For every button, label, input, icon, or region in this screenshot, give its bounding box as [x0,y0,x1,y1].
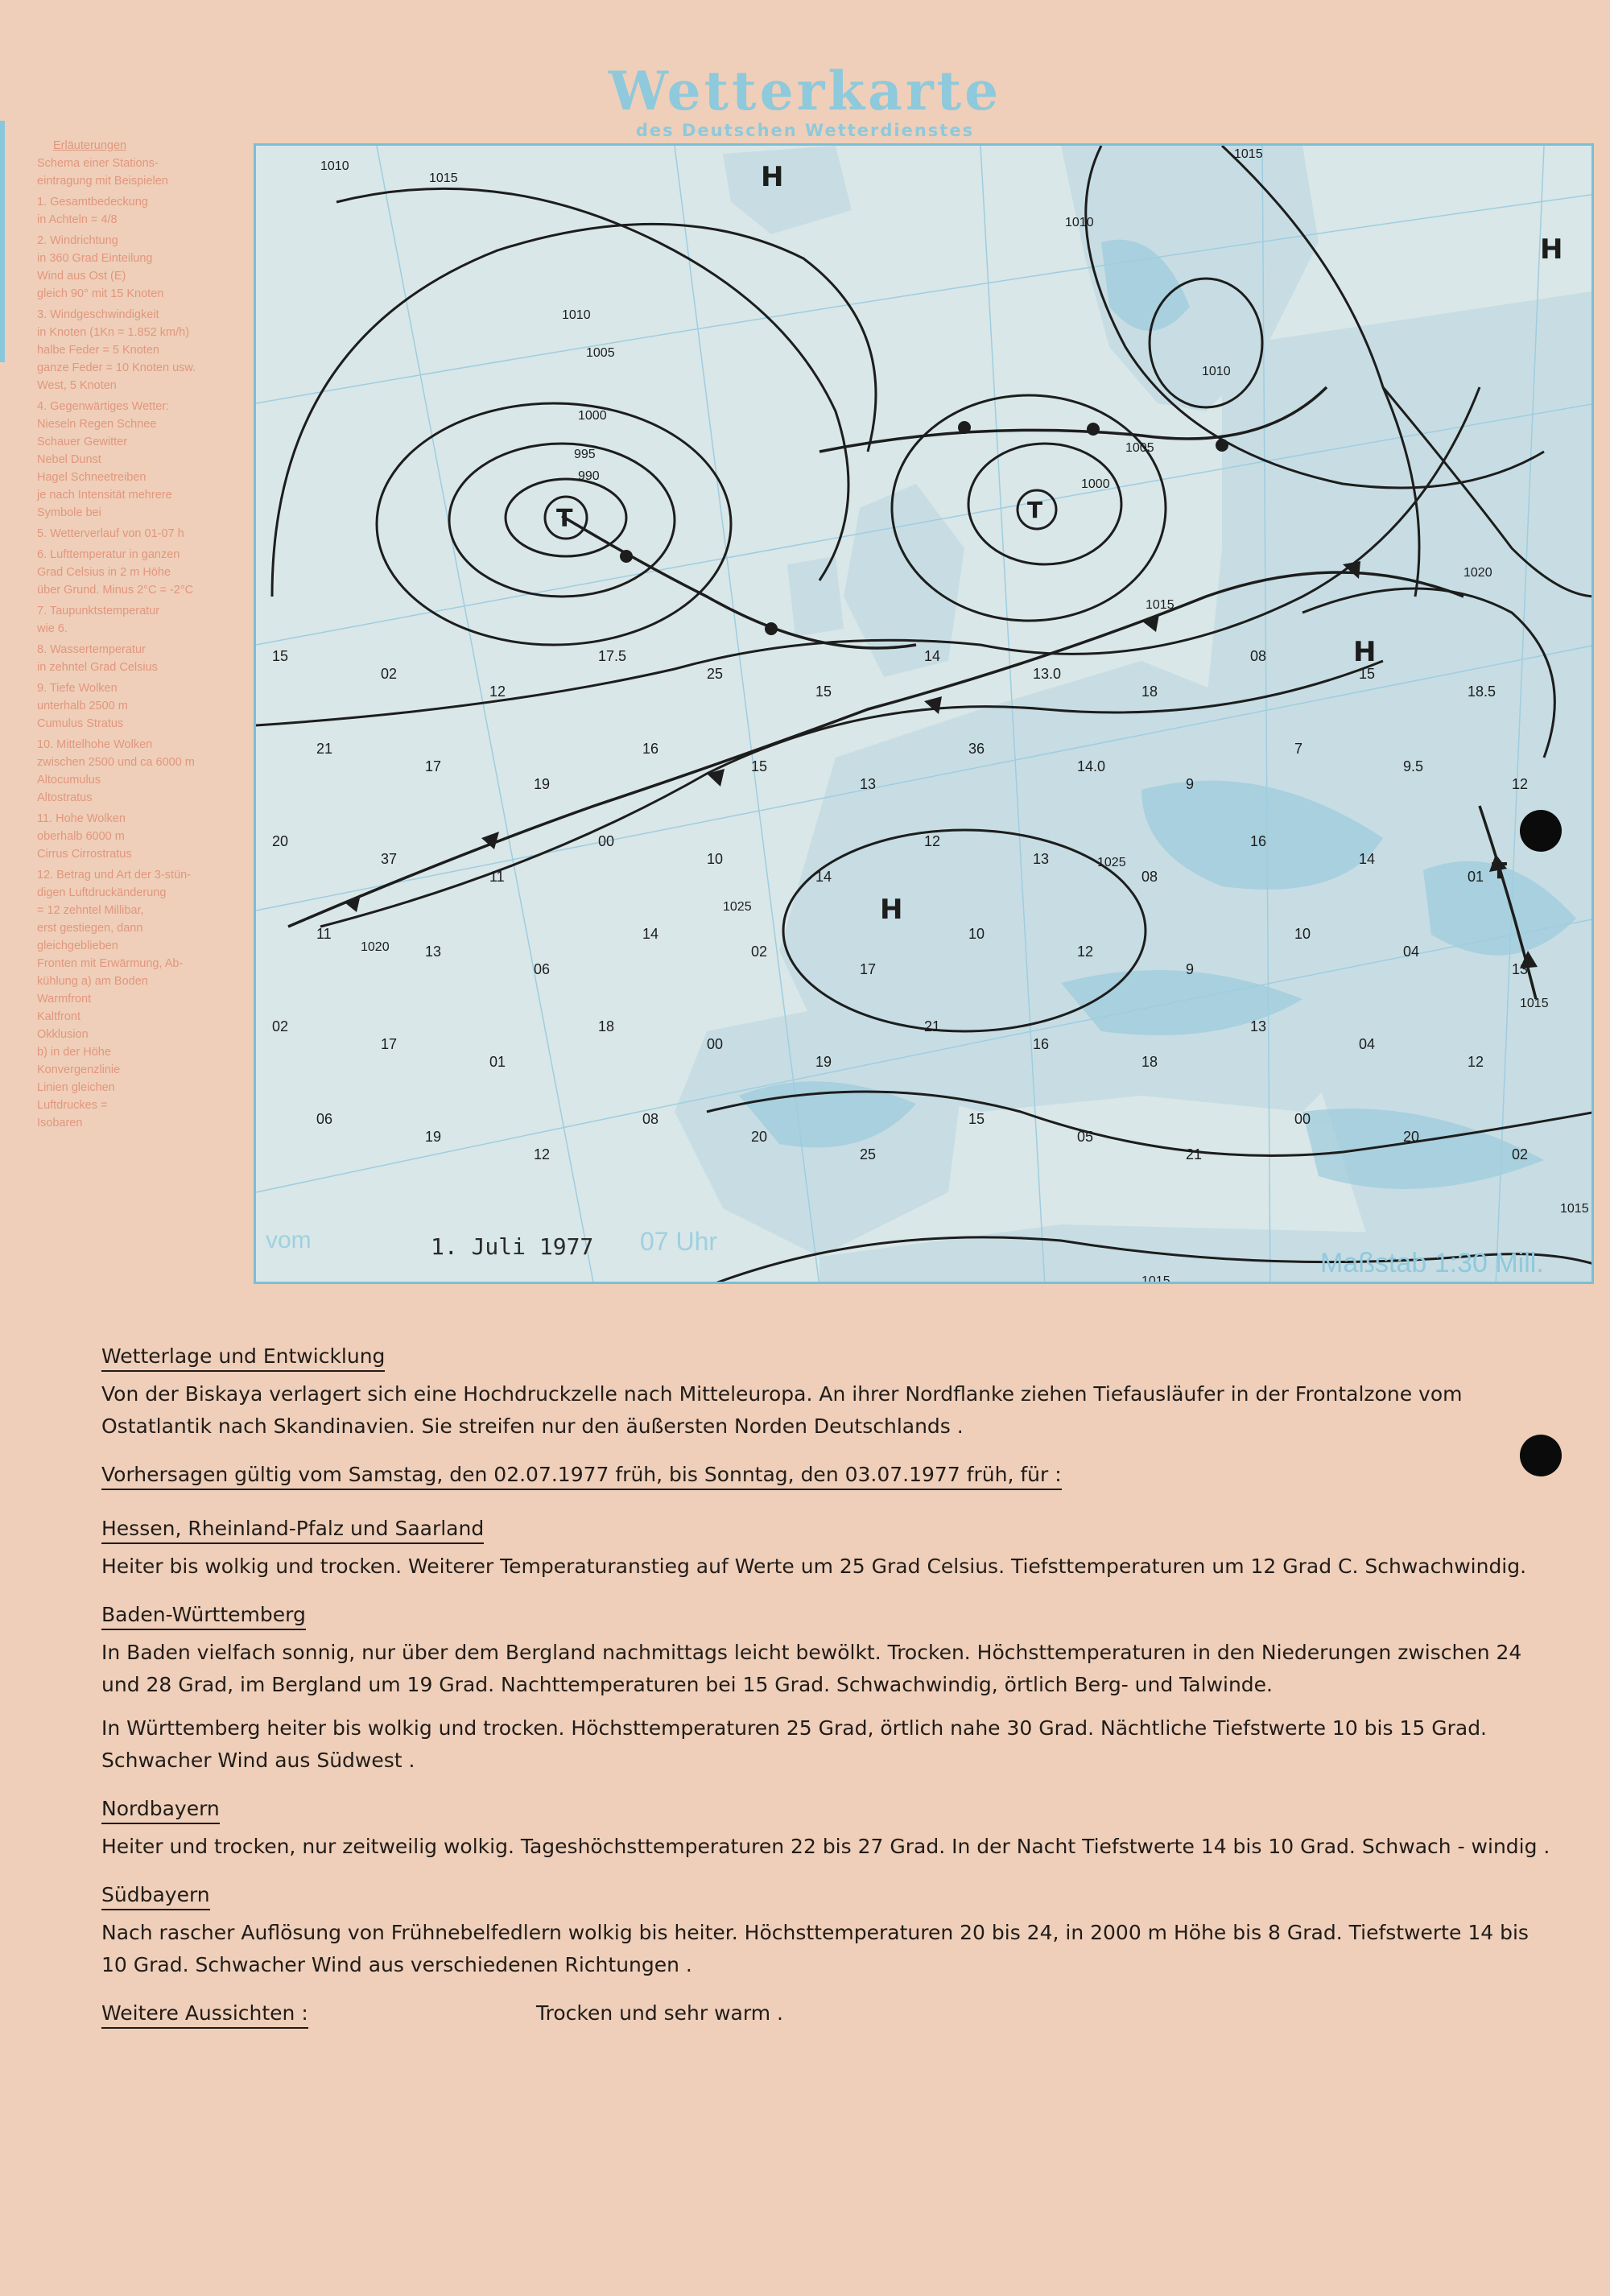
station-value: 9 [1186,961,1195,977]
legend-item: 4. Gegenwärtiges Wetter: [37,400,170,413]
station-value: 18 [598,1018,615,1034]
isobar-label: 1020 [1463,566,1492,580]
station-value: 02 [272,1018,289,1034]
station-value: 20 [1403,1129,1420,1145]
station-value: 05 [1077,1129,1094,1145]
section-nordbayern-heading: Nordbayern [101,1795,220,1824]
station-value: 02 [751,944,768,960]
isobar-label: 1000 [1081,477,1110,491]
station-value: 04 [1403,944,1420,960]
station-value: 14 [924,648,941,664]
legend-list [37,155,250,1132]
station-value: 13 [425,944,442,960]
station-value: 20 [272,833,289,849]
section-hessen [101,1513,1550,1583]
section-validity [101,1459,1550,1497]
legend-item: in zehntel Grad Celsius [37,661,158,674]
station-value: 21 [924,1018,941,1034]
legend-item: zwischen 2500 und ca 6000 m [37,756,195,769]
legend-item: 2. Windrichtung [37,234,118,247]
legend-item: 8. Wassertemperatur [37,643,146,656]
station-value: 01 [1468,869,1484,885]
station-value: 08 [1250,648,1267,664]
section-suedbayern [101,1879,1550,1981]
station-value: 37 [381,851,398,867]
station-value: 25 [707,666,724,682]
legend-item: Nebel Dunst [37,453,101,466]
legend-heading: Erläuterungen [53,139,127,152]
station-value: 17 [381,1036,398,1052]
station-value: 08 [1141,869,1158,885]
station-value: 15 [751,758,768,774]
isobar-low-atlantic-3 [377,403,731,645]
station-value: 18.5 [1468,683,1496,700]
legend-item: Altostratus [37,791,93,804]
high-center-central: H [880,894,903,926]
legend-item: 10. Mittelhohe Wolken [37,738,153,751]
station-value: 00 [707,1036,724,1052]
legend-item: ganze Feder = 10 Knoten usw. [37,361,196,374]
station-value: 17 [860,961,877,977]
station-value: 11 [489,869,505,885]
station-value: 20 [751,1129,768,1145]
legend-item: b) in der Höhe [37,1046,111,1059]
section-bw-body-wuerttemberg: In Württemberg heiter bis wolkig und trocken. Höchsttemperaturen 25 Grad, örtlich nahe 30 Grad. Nächtliche Tiefstwerte 10 bis 15 Grad. Schwacher Wind aus Südwest . [101,1716,1488,1772]
station-value: 12 [1077,944,1094,960]
section-bw [101,1599,1550,1777]
section-suedbayern-heading: Südbayern [101,1881,210,1910]
station-value: 19 [815,1054,832,1070]
isobar-label: 1015 [1141,1274,1170,1286]
legend-item: wie 6. [37,622,68,635]
station-value: 36 [968,741,985,757]
isobar-1010-north [336,188,848,580]
station-value: 14 [1359,851,1376,867]
legend-item: Symbole bei [37,506,101,519]
legend-item: kühlung a) am Boden [37,975,148,988]
station-value: 14.0 [1077,758,1106,774]
low-center-atlantic: T [556,505,573,533]
legend-item: 12. Betrag und Art der 3-stün- [37,869,192,882]
legend-item: Hagel Schneetreiben [37,471,147,484]
station-value: 10 [707,851,724,867]
legend-item: in 360 Grad Einteilung [37,252,153,265]
legend-item: Wind aus Ost (E) [37,270,126,283]
station-value: 21 [1186,1146,1203,1162]
legend-item: 7. Taupunktstemperatur [37,605,160,617]
isobar-label: 1005 [1125,441,1154,455]
station-value: 02 [381,666,398,682]
section-nordbayern-body: Heiter und trocken, nur zeitweilig wolkig. Tageshöchsttemperaturen 22 bis 27 Grad. In der Nacht Tiefstwerte 14 bis 10 Grad. Schwach - windig . [101,1835,1550,1858]
station-value: 12 [489,683,506,700]
station-value: 12 [924,833,941,849]
station-value: 13 [1033,851,1050,867]
section-situation [101,1340,1550,1443]
high-center-poland: H [1353,636,1377,668]
station-value: 21 [316,741,333,757]
station-value: 10 [1294,926,1311,942]
legend-item: 9. Tiefe Wolken [37,682,118,695]
station-value: 06 [534,961,551,977]
station-value: 18 [1141,683,1158,700]
legend-item: 11. Hohe Wolken [37,812,126,825]
legend-item: Warmfront [37,993,92,1006]
legend-item: in Knoten (1Kn = 1.852 km/h) [37,326,190,339]
station-value: 06 [316,1111,333,1127]
station-value: 17.5 [598,648,627,664]
legend-item: Luftdruckes = [37,1099,108,1112]
high-center-iceland: H [761,161,784,193]
station-value: 00 [598,833,615,849]
legend-item: unterhalb 2500 m [37,700,128,712]
low-center-east: T [1492,857,1508,884]
isobar-label: 1010 [562,308,591,322]
legend-item: Nieseln Regen Schnee [37,418,157,431]
isobar-label: 1010 [1065,216,1094,229]
legend-item: halbe Feder = 5 Knoten [37,344,159,357]
station-value: 16 [1250,833,1267,849]
legend-item: digen Luftdruckänderung [37,886,167,899]
station-value: 04 [1359,1036,1376,1052]
station-value: 15 [815,683,832,700]
legend-item: Grad Celsius in 2 m Höhe [37,566,171,579]
section-suedbayern-body: Nach rascher Auflösung von Frühnebelfedlern wolkig bis heiter. Höchsttemperaturen 20 bis 24, in 2000 m Höhe bis 8 Grad. Tiefstwerte 14 bis 10 Grad. Schwacher Wind aus verschiedenen Richtungen . [101,1921,1529,1976]
section-validity-heading: Vorhersagen gültig vom Samstag, den 02.07.1977 früh, bis Sonntag, den 03.07.1977 früh, für : [101,1461,1062,1490]
legend-item: West, 5 Knoten [37,379,117,392]
section-situation-heading: Wetterlage und Entwicklung [101,1343,385,1372]
isobar-label: 995 [574,448,596,461]
legend [37,137,250,1132]
land-ireland [787,556,844,637]
station-value: 14 [642,926,659,942]
station-value: 17 [425,758,442,774]
weather-map [254,143,1594,1284]
station-value: 13.0 [1033,666,1062,682]
legend-item: 5. Wetterverlauf von 01-07 h [37,527,184,540]
legend-item: gleichgeblieben [37,939,118,952]
punch-hole-top [1520,810,1562,852]
legend-item: 6. Lufttemperatur in ganzen [37,548,180,561]
section-bw-heading: Baden-Württemberg [101,1601,306,1630]
station-value: 13 [860,776,877,792]
map-scale: Maßstab 1:30 Mill. [1320,1248,1544,1278]
station-value: 13 [1250,1018,1267,1034]
isobar-label: 1025 [1097,856,1126,869]
station-value: 11 [316,926,332,942]
section-outlook [101,1997,1550,2035]
station-value: 00 [1294,1111,1311,1127]
section-hessen-body: Heiter bis wolkig und trocken. Weiterer Temperaturanstieg auf Werte um 25 Grad Celsius. Tiefsttemperaturen um 12 Grad C. Schwachwindig. [101,1555,1527,1578]
legend-item: über Grund. Minus 2°C = -2°C [37,584,194,597]
station-value: 14 [815,869,832,885]
page-title: Wetterkarte [608,60,1002,122]
isobar-label: 1015 [1234,147,1263,161]
section-situation-body: Von der Biskaya verlagert sich eine Hochdruckzelle nach Mitteleuropa. An ihrer Nordflanke ziehen Tiefausläufer in der Frontalzone vom Ostatlantik nach Skandinavien. Sie streifen nur den äußersten Norden Deutschlands . [101,1382,1463,1438]
map-time: 07 Uhr [640,1227,718,1256]
legend-item: Altocumulus [37,774,101,787]
section-outlook-value: Trocken und sehr warm . [536,2001,783,2025]
legend-item: Schauer Gewitter [37,436,128,448]
station-value: 7 [1294,741,1303,757]
legend-item: erst gestiegen, dann [37,922,143,935]
station-value: 13 [1512,961,1529,977]
legend-item: Fronten mit Erwärmung, Ab- [37,957,184,970]
isobar-label: 1015 [429,171,458,185]
station-value: 08 [642,1111,659,1127]
isobar-label: 1010 [320,159,349,173]
isobar-label: 1015 [1520,997,1549,1010]
land-iceland [723,146,852,234]
isobar-low-north-sea [968,444,1121,564]
legend-item: Konvergenzlinie [37,1063,121,1076]
legend-item: 3. Windgeschwindigkeit [37,308,159,321]
section-hessen-heading: Hessen, Rheinland-Pfalz und Saarland [101,1515,484,1544]
section-nordbayern [101,1793,1550,1863]
legend-item: gleich 90° mit 15 Knoten [37,287,164,300]
isobar-label: 1000 [578,409,607,423]
legend-item: Kaltfront [37,1010,80,1023]
legend-item: je nach Intensität mehrere [37,489,172,502]
isobar-label: 990 [578,469,600,483]
isobar-label: 1025 [723,900,752,914]
station-value: 9 [1186,776,1195,792]
station-value: 15 [272,648,289,664]
page-edge-mark [0,121,5,362]
legend-item: Schema einer Stations- [37,157,159,170]
station-value: 19 [534,776,551,792]
station-value: 12 [1512,776,1529,792]
station-value: 16 [642,741,659,757]
station-value: 16 [1033,1036,1050,1052]
legend-item: Linien gleichen [37,1081,115,1094]
legend-item: oberhalb 6000 m [37,830,125,843]
isobar-label: 1015 [1146,598,1174,612]
station-value: 18 [1141,1054,1158,1070]
legend-item: 1. Gesamtbedeckung [37,196,148,209]
section-bw-body-baden: In Baden vielfach sonnig, nur über dem Bergland nachmittags leicht bewölkt. Trocken. Höchsttemperaturen in den Niederungen zwischen 24 und 28 Grad, im Bergland um 19 Grad. Nachttemperaturen bei 15 Grad. Schwachwindig, örtlich Berg- und Talwinde. [101,1641,1522,1696]
station-value: 10 [968,926,985,942]
station-value: 02 [1512,1146,1529,1162]
forecast-text [101,1340,1550,2035]
low-center-north-sea: T [1027,497,1043,523]
map-date: 1. Juli 1977 [431,1233,594,1260]
legend-item: Okklusion [37,1028,89,1041]
section-outlook-label: Weitere Aussichten : [101,2000,308,2029]
legend-item: eintragung mit Beispielen [37,175,168,188]
legend-item: Cumulus Stratus [37,717,124,730]
legend-item: Isobaren [37,1117,83,1129]
map-canvas [256,146,1594,1284]
station-value: 12 [534,1146,551,1162]
high-center-russia: H [1540,233,1563,266]
station-value: 12 [1468,1054,1484,1070]
isobar-1015-west [272,224,876,597]
isobar-label: 1020 [361,940,390,954]
station-value: 15 [968,1111,985,1127]
isobar-label: 1005 [586,346,615,360]
header [0,60,1610,140]
legend-item: Cirrus Cirrostratus [37,848,132,861]
page-subtitle: des Deutschen Wetterdienstes [635,121,975,140]
isobar-label: 1015 [1560,1202,1589,1216]
legend-item: = 12 zehntel Millibar, [37,904,144,917]
station-value: 15 [1359,666,1376,682]
legend-item: in Achteln = 4/8 [37,213,118,226]
station-value: 9.5 [1403,758,1424,774]
station-value: 19 [425,1129,442,1145]
station-value: 01 [489,1054,506,1070]
station-value: 25 [860,1146,877,1162]
isobar-label: 1010 [1202,365,1231,378]
map-vom-label: vom [266,1227,312,1253]
